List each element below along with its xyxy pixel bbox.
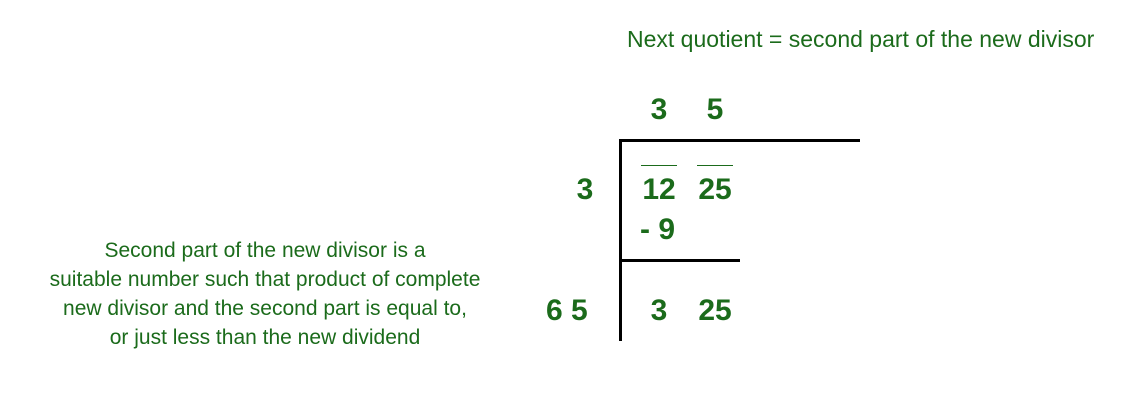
quotient-digit: 5 [706,93,724,126]
division-vertical-line [619,139,622,341]
pair-overline [641,165,677,166]
new-divisor: 6 5 [546,294,588,327]
explanation-line: or just less than the new dividend [109,326,421,349]
explanation-note [10,236,520,352]
remainder-value: 3 [650,294,668,327]
quotient-digit: 3 [650,93,668,126]
new-dividend-pair: 25 [698,294,732,327]
pair-overline [697,165,733,166]
explanation-line: new divisor and the second part is equal to, [63,297,467,320]
heading-text: Next quotient = second part of the new divisor [627,26,1095,52]
subtraction-line [619,259,740,262]
first-divisor: 3 [576,173,594,206]
explanation-line: Second part of the new divisor is a [104,239,426,262]
explanation-line: suitable number such that product of complete [49,268,481,291]
quotient-bar-line [619,139,860,142]
dividend-pair: 12 [642,173,676,206]
subtraction-value: - 9 [640,213,676,246]
dividend-pair: 25 [698,173,732,206]
